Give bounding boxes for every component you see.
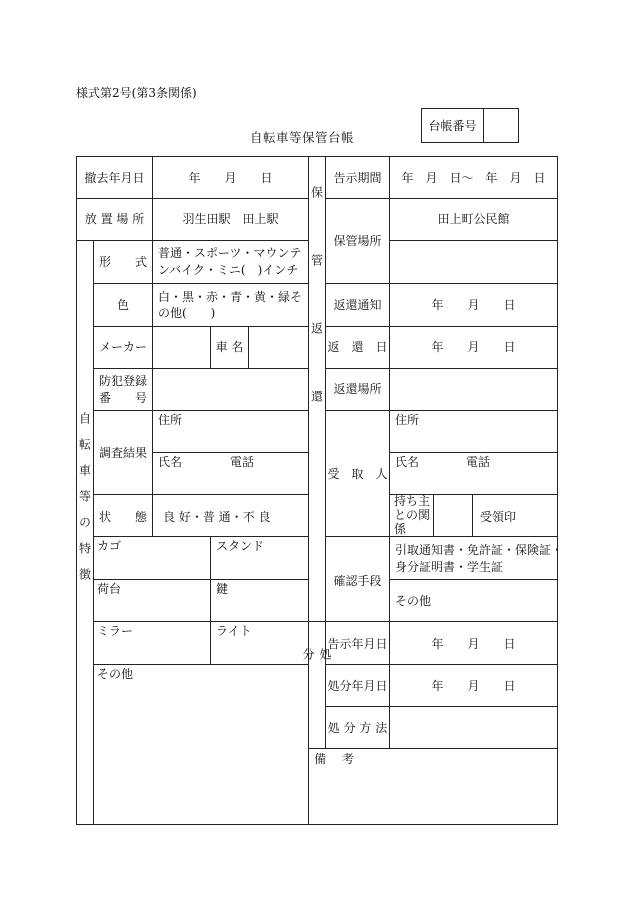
page-title: 自転車等保管台帳 bbox=[249, 130, 354, 145]
verify-value-line1[interactable]: 引取通知書・免許証・保険証・ bbox=[395, 543, 564, 557]
light-label: ライト bbox=[216, 624, 252, 638]
storage-place-value[interactable]: 田上町公民館 bbox=[437, 212, 510, 226]
features-label-text: 自転車等の特徴 bbox=[77, 412, 92, 594]
return-notice-label: 返還通知 bbox=[333, 298, 382, 312]
receiver-phone-label: 電話 bbox=[466, 455, 491, 469]
receipt-seal-label: 受領印 bbox=[480, 510, 517, 524]
notice-period-label: 告示期間 bbox=[333, 171, 382, 185]
disposal-label-text: 処分 bbox=[301, 648, 332, 710]
removal-place-value[interactable]: 羽生田駅 田上駅 bbox=[182, 212, 279, 226]
car-name-label: 車 名 bbox=[215, 340, 244, 354]
storage-return-label-text: 保管返還 bbox=[309, 186, 324, 458]
maker-label: メーカー bbox=[99, 340, 147, 354]
disposal-date-value[interactable]: 年 月 日 bbox=[431, 679, 516, 693]
verify-other-label: その他 bbox=[395, 594, 432, 608]
survey-label: 調査結果 bbox=[98, 446, 147, 460]
carrier-label: 荷台 bbox=[97, 582, 122, 596]
survey-name-label: 氏名 bbox=[158, 455, 183, 469]
basket-label: カゴ bbox=[97, 539, 122, 553]
return-notice-value[interactable]: 年 月 日 bbox=[431, 298, 516, 312]
receiver-name-label: 氏名 bbox=[395, 455, 420, 469]
type-label: 形 式 bbox=[99, 255, 148, 269]
ledger-number-label: 台帳番号 bbox=[422, 109, 484, 142]
disposal-date-label: 処分年月日 bbox=[327, 679, 388, 693]
remarks-label: 備 考 bbox=[314, 752, 357, 766]
verify-value-line2[interactable]: 身分証明書・学生証 bbox=[395, 560, 504, 574]
removal-date-label: 撤去年月日 bbox=[84, 171, 145, 185]
removal-place-label: 放 置 場 所 bbox=[84, 212, 145, 226]
crime-reg-label-line1: 防犯登録 bbox=[99, 374, 148, 388]
return-place-label: 返還場所 bbox=[333, 382, 382, 396]
receiver-label: 受 取 人 bbox=[327, 467, 388, 481]
mirror-label: ミラー bbox=[97, 624, 134, 638]
verify-label: 確認手段 bbox=[333, 574, 382, 588]
storage-return-label bbox=[309, 186, 325, 546]
state-value[interactable]: 良 好・普 通・不 良 bbox=[163, 510, 271, 524]
state-label: 状 態 bbox=[99, 510, 148, 524]
survey-phone-label: 電話 bbox=[230, 455, 255, 469]
receiver-address-label: 住所 bbox=[395, 413, 420, 427]
disposal-notice-date-value[interactable]: 年 月 日 bbox=[431, 637, 516, 651]
color-value-line1[interactable]: 白・黒・赤・青・黄・緑そ bbox=[158, 290, 303, 304]
features-label bbox=[77, 412, 93, 642]
disposal-notice-date-label: 告示年月日 bbox=[327, 637, 388, 651]
type-value-line2[interactable]: ンバイク・ミニ( )インチ bbox=[158, 263, 299, 277]
disposal-method-label: 処 分 方 法 bbox=[327, 721, 388, 735]
notice-period-value[interactable]: 年 月 日〜 年 月 日 bbox=[401, 171, 546, 185]
disposal-label bbox=[301, 648, 332, 728]
storage-place-label: 保管場所 bbox=[333, 234, 382, 248]
type-value-line1[interactable]: 普通・スポーツ・マウンテ bbox=[158, 246, 302, 260]
form-id: 様式第2号(第3条関係) bbox=[76, 86, 197, 100]
color-value-line2[interactable]: の他( ) bbox=[158, 306, 216, 320]
removal-date-value[interactable]: 年 月 日 bbox=[188, 171, 273, 185]
relation-label-line2: との関 bbox=[394, 508, 431, 522]
crime-reg-label-line2: 番 号 bbox=[99, 391, 148, 405]
features-other-label: その他 bbox=[97, 667, 134, 681]
relation-label-line1: 持ち主 bbox=[394, 494, 431, 508]
color-label: 色 bbox=[116, 298, 129, 312]
return-date-label: 返 還 日 bbox=[327, 340, 388, 354]
lock-label: 鍵 bbox=[216, 582, 229, 596]
relation-label-line3: 係 bbox=[394, 522, 407, 536]
return-date-value[interactable]: 年 月 日 bbox=[431, 340, 516, 354]
stand-label: スタンド bbox=[216, 539, 265, 553]
survey-address-label: 住所 bbox=[158, 413, 183, 427]
